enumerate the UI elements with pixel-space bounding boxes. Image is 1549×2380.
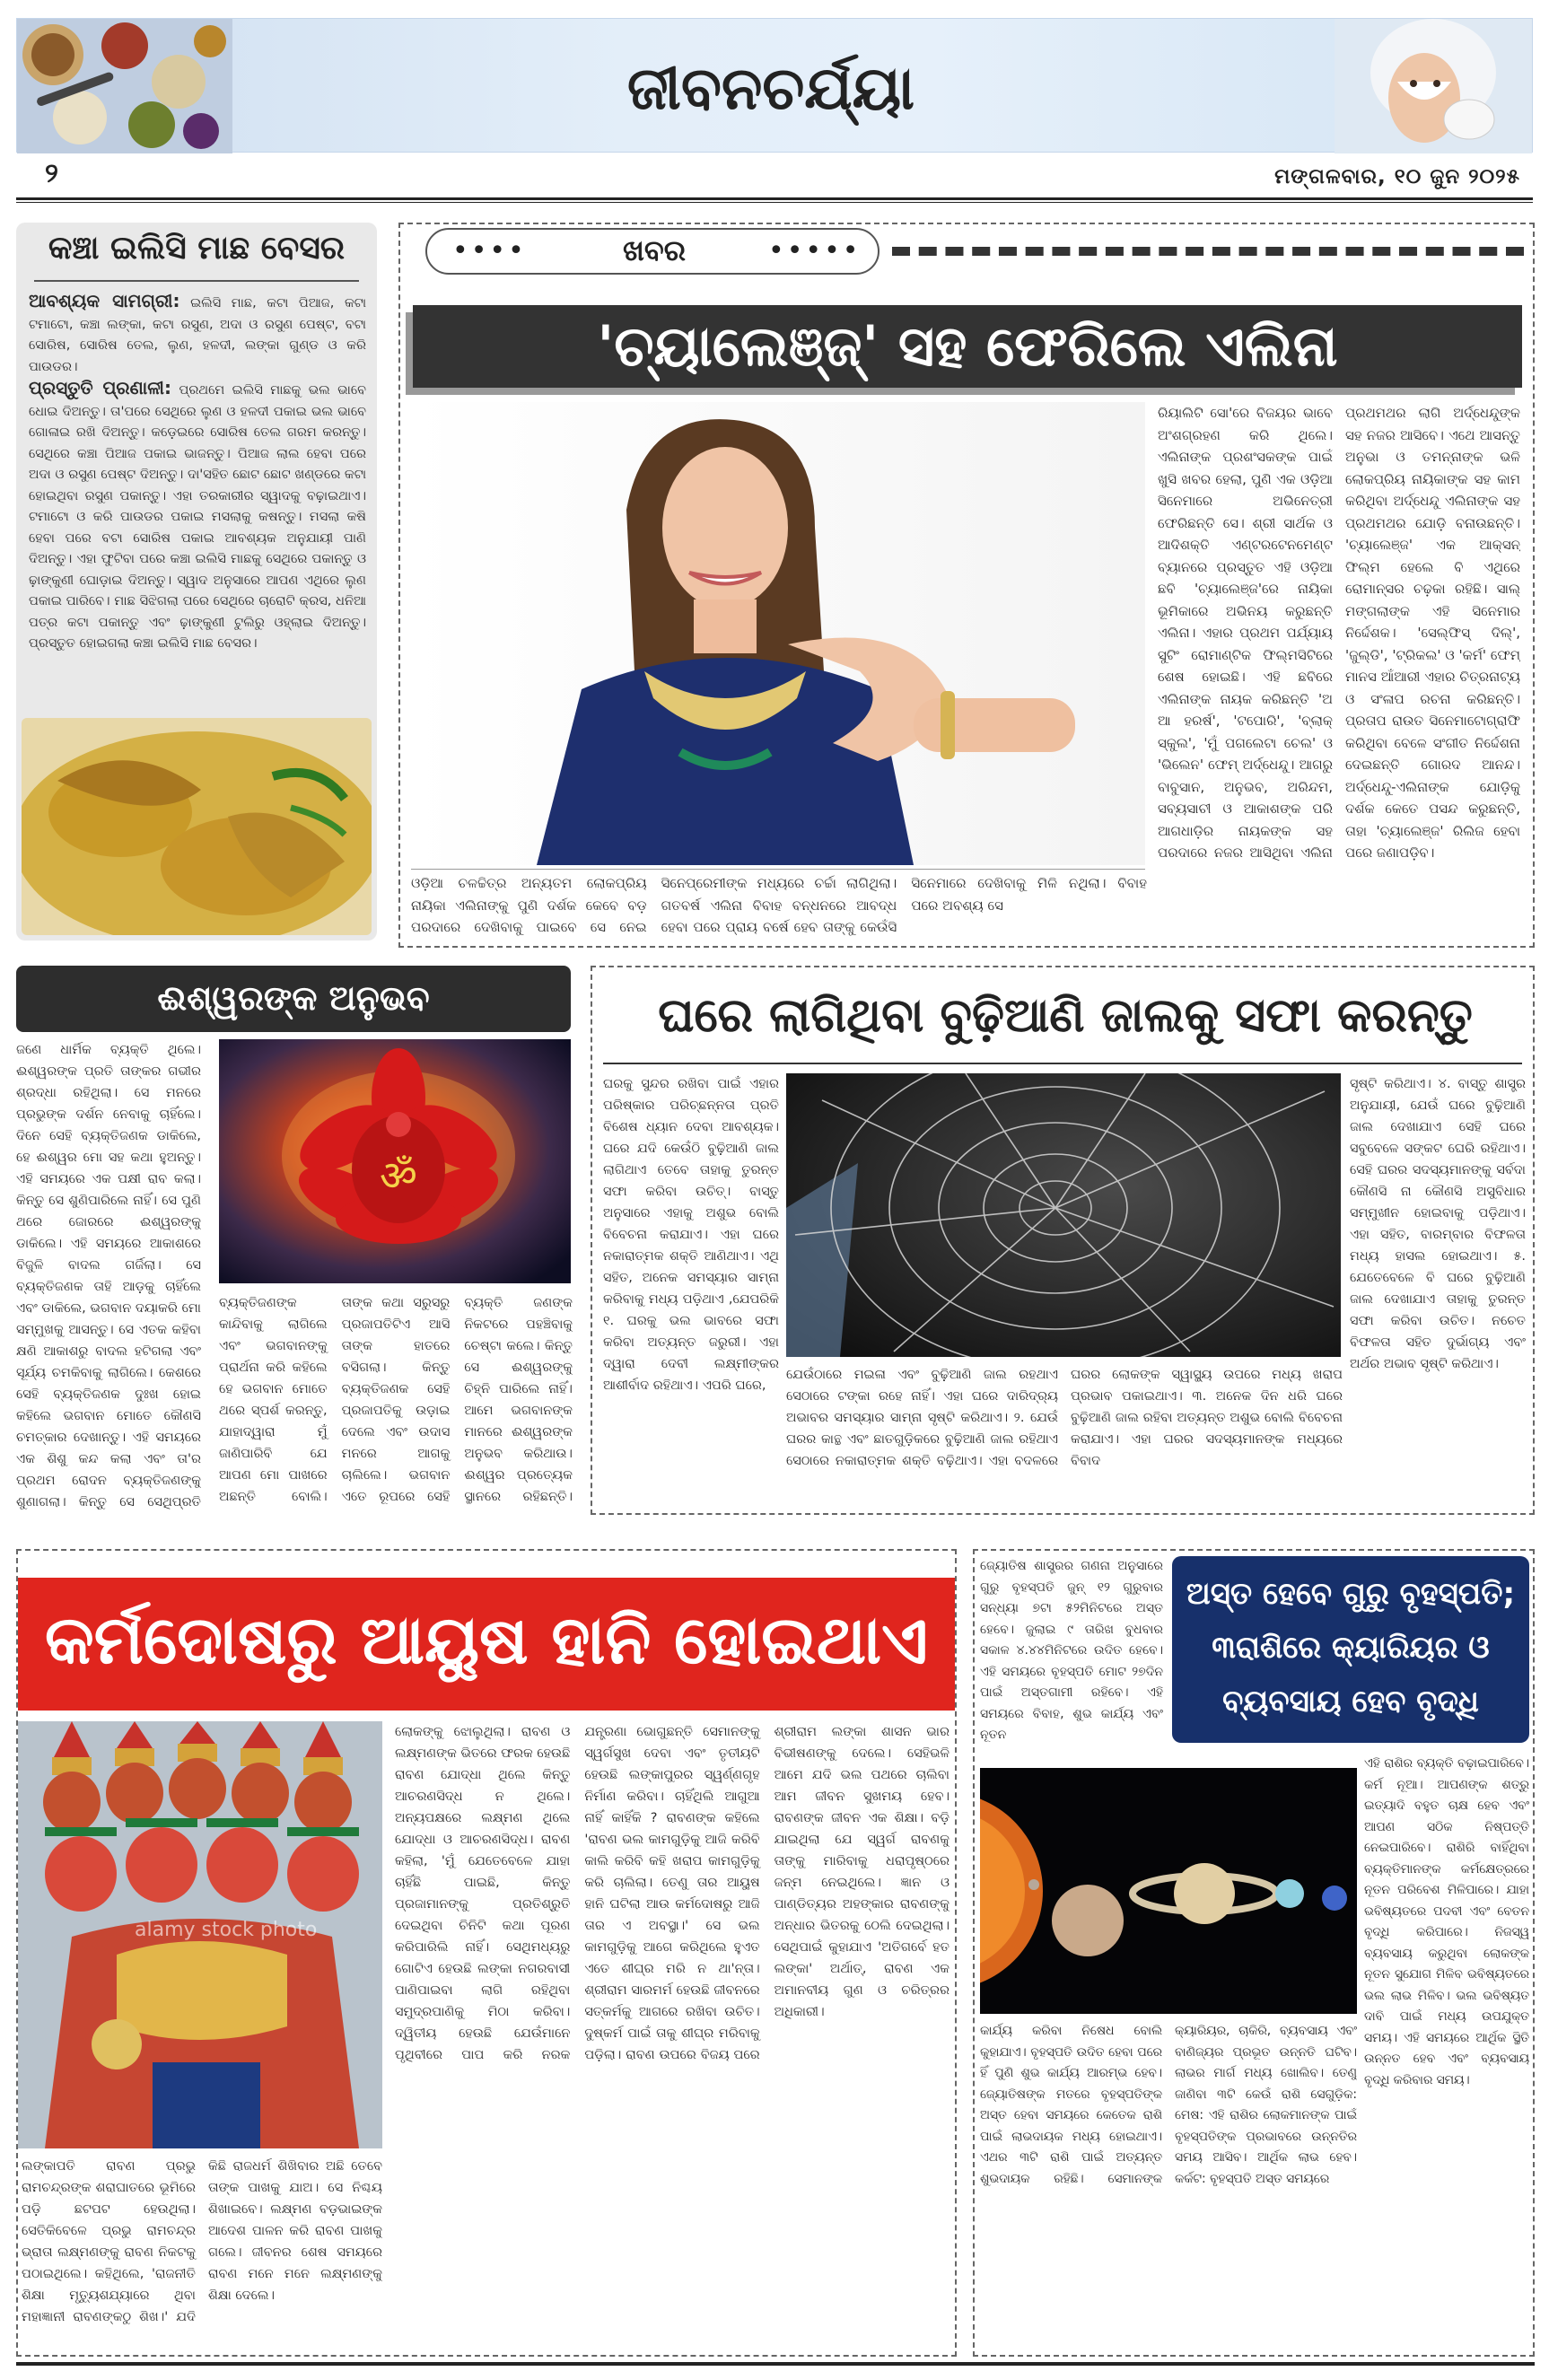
om-lotus-image xyxy=(219,1039,571,1283)
jupiter-body-top: ଜ୍ୟୋତିଷ ଶାସ୍ତ୍ରର ଗଣନା ଅନୁସାରେ ଗୁରୁ ବୃହସ୍ପତି ଜୁନ୍ ୧୨ ଗୁରୁବାର ସନ୍ଧ୍ୟା ୭ଟା ୫୨ମିନିଟରେ ଅସ୍ତ ହେବେ। ଜୁଲାଇ ୯ ତାରିଖ ବୁଧବାର ସକାଳ ୪.୪୪ମିନିଟରେ ଉଦିତ ହେବେ। ଏହି ସମୟରେ ବୃହସ୍ପତି ମୋଟ ୨୭ଦିନ ପାଇଁ ଅସ୍ତଗାମୀ ରହିବେ। ଏହି ସମୟରେ ବିବାହ, ଶୁଭ କାର୍ଯ୍ୟ ଏବଂ ନୂତନ xyxy=(980,1559,1163,1742)
masthead-title: ଜୀବନଚର୍ଯ୍ୟା xyxy=(626,54,915,123)
elina-body-side: ରିୟାଲିଟି ସୋ'ରେ ବିଜୟର ଭାବେ ଅଂଶଗ୍ରହଣ କରି ଥିଲେ। ଏଲିନାଙ୍କ ପ୍ରଶଂସକଙ୍କ ପାଇଁ ଖୁସି ଖବର ହେଲା, ପୁଣି ଏକ ଓଡ଼ିଆ ସିନେମାରେ ଅଭିନେତ୍ରୀ ଫେରିଛନ୍ତି ସେ। ଶ୍ରୀ ସାର୍ଥକ ଓ ଆଦିଶକ୍ତି ଏଣ୍ଟରଟେନମେଣ୍ଟ ବ୍ୟାନରେ ପ୍ରସ୍ତୁତ ଏହି ଓଡ଼ିଆ ଛବି 'ଚ୍ୟାଲେଞ୍ଜ'ରେ ନାୟିକା ଭୂମିକାରେ ଅଭିନୟ କରୁଛନ୍ତି ଏଲିନା। ଏହାର ପ୍ରଥମ ପର୍ଯ୍ୟାୟ ସୁଟିଂ ରୋମାଣ୍ଟିକ ଫିଲ୍ମସିଟିରେ ଶେଷ ହୋଇଛି। ଏହି ଛବିରେ ଏଲିନାଙ୍କ ନାୟକ କରିଛନ୍ତି 'ଅ ଆ ହରର୍ଷ', 'ଟପୋରି', 'ବ୍ଲାକ୍ ସ୍କୁଲ', 'ମୁଁ ପଗଲେଟା ଚେଲ' ଓ 'ଭିଲେନ' ଫେମ୍ ଅର୍ଦ୍ଧେନ୍ଦୁ। ଆଗରୁ ବାବୁସାନ, ଅନୁଭବ, ଅରିନ୍ଦମ, ସବ୍ୟସାଚୀ ଓ ଆକାଶଙ୍କ ପରି ଆଗଧାଡ଼ିର ନାୟକଙ୍କ ସହ ପରଦାରେ ନଜର ଆସିଥିବା ଏଲିନା ପ୍ରଥମଥର ଲାଗି ଅର୍ଦ୍ଧେନ୍ଦୁଙ୍କ ସହ ନଜର ଆସିବେ। ଏଥେ ଆସନ୍ତୁ ଅନୁଭା ଓ ତମନ୍ନାଙ୍କ ଭଳି ଲୋକପ୍ରିୟ ନାୟିକାଙ୍କ ସହ କାମ କରିଥିବା ଅର୍ଦ୍ଧେନ୍ଦୁ ଏଲିନାଙ୍କ ସହ ପ୍ରଥମଥର ଯୋଡ଼ି ବନାଉଛନ୍ତି। 'ଚ୍ୟାଲେଞ୍ଜ' ଏକ ଆକ୍ସନ୍ ଫିଲ୍ମ ହେଲେ ବି ଏଥିରେ ରୋମାନ୍ସର ଚଢ଼କା ରହିଛି। ସାଲ୍ ମଙ୍ଗଲାଙ୍କ ଏହି ସିନେମାର ନିର୍ଦ୍ଦେଶକ। 'ସେଲ୍ଫିସ୍ ଦିଲ୍', 'ଜୁଲ୍ଡି', 'ଟ୍ରିକଲ' ଓ 'କର୍ମ' ଫେମ୍ ମାନସ ଆଁଆରୀ ଏହାର ଚିତ୍ରନାଟ୍ୟ ଓ ସଂଳାପ ରଚନା କରିଛନ୍ତି। ପ୍ରତାପ ରାଉତ ସିନେମାଟୋଗ୍ରାଫି କରିଥିବା ବେଳେ ସଂଗୀତ ନିର୍ଦ୍ଦେଶନା ଦେଇଛନ୍ତି ଗୋରଦ ଆନନ୍ଦ। ଅର୍ଦ୍ଧେନ୍ଦୁ-ଏଲିନାଙ୍କ ଯୋଡ଼ିକୁ ଦର୍ଶକ କେତେ ପସନ୍ଦ କରୁଛନ୍ତି, ତାହା 'ଚ୍ୟାଲେଞ୍ଜ' ରିଲିଜ ହେବା ପରେ ଜଣାପଡ଼ିବ। xyxy=(1158,405,1520,861)
jupiter-title-line1: ଅସ୍ତ ହେବେ ଗୁରୁ ବୃହସ୍ପତି; xyxy=(1186,1576,1516,1612)
cobweb-body-right: ସୃଷ୍ଟି କରିଥାଏ। ୪. ବାସ୍ତୁ ଶାସ୍ତ୍ର ଅନୁଯାୟୀ, ଯେଉଁ ଘରେ ବୁଢ଼ିଆଣି ଜାଲ ଦେଖାଯାଏ ସେହି ଘରେ ସବୁବେଳେ ସଙ୍କଟ ଘେରି ରହିଥାଏ। ସେହି ଘରର ସଦସ୍ୟମାନଙ୍କୁ ସର୍ବଦା କୌଣସି ନା କୌଣସି ଅସୁବିଧାର ସମ୍ମୁଖୀନ ହୋଇବାକୁ ପଡ଼ିଥାଏ। ଏହା ସହିତ, ବାରମ୍ବାର ବିଫଳତା ମଧ୍ୟ ହାସଲ ହୋଇଥାଏ। ୫. ଯେତେବେଳେ ବି ଘରେ ବୁଢ଼ିଆଣି ଜାଲ ଦେଖାଯାଏ ତାହାକୁ ତୁରନ୍ତ ସଫା କରିବା ଉଚିତ। ନଚେତ ବିଫଳତା ସହିତ ଦୁର୍ଭାଗ୍ୟ ଏବଂ ଅର୍ଥର ଅଭାବ ସୃଷ୍ଟି କରିଥାଏ। xyxy=(1350,1077,1526,1371)
jupiter-title-line3: ବ୍ୟବସାୟ ହେବ ବୃଦ୍ଧି xyxy=(1222,1684,1479,1719)
method-text: ପ୍ରଥମେ ଇଲିସି ମାଛକୁ ଭଲ ଭାବେ ଧୋଇ ଦିଅନ୍ତୁ। ତା'ପରେ ସେଥିରେ ଲୁଣ ଓ ହଳଦୀ ପକାଇ ଭଲ ଭାବେ ଗୋଳାଇ ରଖି ଦିଅନ୍ତୁ। କଡ଼େଇରେ ସୋରିଷ ତେଲ ଗରମ କରନ୍ତୁ। ସେଥିରେ କଞ୍ଚା ପିଆଜ ପକାଇ ଭାଜନ୍ତୁ। ପିଆଜ ଲାଲ ହେବା ପରେ ଅଦା ଓ ରସୁଣ ପେଷ୍ଟ ଦିଅନ୍ତୁ। ଦା'ସହିତ ଛୋଟ ଛୋଟ ଖଣ୍ଡରେ କଟା ହୋଇଥିବା ରସୁଣ ପକାନ୍ତୁ। ଏହା ତରକାରୀର ସ୍ୱାଦକୁ ବଢ଼ାଇଥାଏ। ଟମାଟୋ ଓ କରି ପାଉଡର ପକାଇ ମସଲାକୁ କଷନ୍ତୁ। ମସଲା କଷି ହେବା ପରେ ବଟା ସୋରିଷ ପକାଇ ଆବଶ୍ୟକ ଅନୁଯାୟୀ ପାଣି ଦିଅନ୍ତୁ। ଏହା ଫୁଟିବା ପରେ କଞ୍ଚା ଇଲିସି ମାଛକୁ ସେଥିରେ ପକାନ୍ତୁ ଓ ଢ଼ାଙ୍କୁଣୀ ଘୋଡ଼ାଇ ଦିଅନ୍ତୁ। ସ୍ୱାଦ ଅନୁସାରେ ଆପଣ ଏଥିରେ ଲୁଣ ପକାଇ ପାରିବେ। ମାଛ ସିଝିଗଲା ପରେ ସେଥିରେ ଚାରୋଟି କ୍ରସ, ଧନିଆ ପତ୍ର କଟା ପକାନ୍ତୁ ଏବଂ ଢ଼ାଙ୍କୁଣୀ ଟୁଲିରୁ ଓହ୍ଲାଇ ଦିଅନ୍ତୁ। ପ୍ରସ୍ତୁତ ହୋଇଗଲା କଞ୍ଚା ଇଲିସି ମାଛ ବେସର। xyxy=(29,383,366,651)
masthead-rule xyxy=(16,197,1533,203)
karma-title-bar xyxy=(18,1578,955,1711)
karma-body-bottom: ଲଙ୍କାପତି ରାବଣ ପ୍ରଭୁ ରାମଚନ୍ଦ୍ରଙ୍କ ଶରାଘାତରେ ଭୂମିରେ ପଡ଼ି ଛଟପଟ ହେଉଥିଲା। ସେତିକିବେଳେ ପ୍ରଭୁ ରାମଚନ୍ଦ୍ର ଭ୍ରାତା ଲକ୍ଷ୍ମଣଙ୍କୁ ରାବଣ ନିକଟକୁ ପଠାଇଥିଲେ। କହିଥିଲେ, 'ରାଜନୀତି ଶିକ୍ଷା ମୃତ୍ୟୁଶଯ୍ୟାରେ ଥିବା ମହାଜ୍ଞାନୀ ରାବଣଙ୍କଠୁ ଶିଖ।' ଯଦି କିଛି ରାଜଧର୍ମ ଶିଖିବାର ଅଛି ତେବେ ତାଙ୍କ ପାଖକୁ ଯାଅ। ସେ ନିଶ୍ଚୟ ଶିଖାଇବେ। ଲକ୍ଷ୍ମଣ ବଡ଼ଭାଇଙ୍କ ଆଦେଶ ପାଳନ କରି ରାବଣ ପାଖକୁ ଗଲେ। ଜୀବନର ଶେଷ ସମୟରେ ରାବଣ ମନେ ମନେ ଲକ୍ଷ୍ମଣଙ୍କୁ ଶିକ୍ଷା ଦେଲେ। xyxy=(22,2159,382,2324)
recipe-panel xyxy=(16,223,377,941)
jupiter-body-right: ଏହି ରାଶିର ବ୍ୟକ୍ତି ବଢ଼ାଇପାରିବେ। କର୍ମ ନୂଆ। ଆପଣଙ୍କ ଶତ୍ରୁ ଇତ୍ୟାଦି ବହୁତ ଚାକ୍ଷ ହେବ ଏବଂ ଆପଣ ସଠିକ ନିଷ୍ପତ୍ତି ନେଇପାରିବେ। ରାଶିରି ବାହିଁଥିବା ବ୍ୟକ୍ତିମାନଙ୍କ କର୍ମକ୍ଷେତ୍ରରେ ନୂତନ ପରିବେଶ ମିଳିପାରେ। ଯାହା ଭବିଷ୍ୟତରେ ପଦବୀ ଏବଂ ବେତନ ବୃଦ୍ଧି କରିପାରେ। ନିଜସ୍ୱ ବ୍ୟବସାୟ କରୁଥିବା ଲୋକଙ୍କ ନୂତନ ସୁଯୋଗ ମିଳିବ ଭବିଷ୍ୟତରେ ଭଲ ଲାଭ ମିଳିବ। ଭଲ ଭବିଷ୍ୟତ ଦାବି ପାଇଁ ମଧ୍ୟ ଉପଯୁକ୍ତ ସମୟ। ଏହି ସମୟରେ ଆର୍ଥିକ ସ୍ଥିତି ଉନ୍ନତ ହେବ ଏବଂ ବ୍ୟବସାୟ ବୃଦ୍ଧି କରିବାର ସମୟ। xyxy=(1364,1756,1529,2087)
watermark: alamy stock photo xyxy=(135,1919,318,1941)
spiritual-title: ଈଶ୍ୱରଙ୍କ ଅନୁଭବ xyxy=(157,978,430,1018)
cobweb-body-left: ଘରକୁ ସୁନ୍ଦର ରଖିବା ପାଇଁ ଏହାର ପରିଷ୍କାର ପରିଚ୍ଛନ୍ନତା ପ୍ରତି ବିଶେଷ ଧ୍ୟାନ ଦେବା ଆବଶ୍ୟକ। ଘରେ ଯଦି କେଉଁଠି ବୁଢ଼ିଆଣି ଜାଲ ଲାଗିଥାଏ ତେବେ ତାହାକୁ ତୁରନ୍ତ ସଫା କରିବା ଉଚିତ୍। ବାସ୍ତୁ ଅନୁସାରେ ଏହାକୁ ଅଶୁଭ ବୋଲି ବିବେଚନା କରାଯାଏ। ଏହା ଘରେ ନକାରାତ୍ମକ ଶକ୍ତି ଆଣିଥାଏ। ଏଥି ସହିତ, ଅନେକ ସମସ୍ୟାର ସାମ୍ନା କରିବାକୁ ମଧ୍ୟ ପଡ଼ିଥାଏ ,ଯେପରିକି ୧. ଘରକୁ ଭଲ ଭାବରେ ସଫା କରିବା ଅତ୍ୟନ୍ତ ଜରୁରୀ। ଏହା ଦ୍ୱାରା ଦେବୀ ଲକ୍ଷ୍ମୀଙ୍କର ଆଶୀର୍ବାଦ ରହିଥାଏ। ଏପରି ଘରେ, xyxy=(603,1077,779,1393)
fish-curry-photo xyxy=(22,718,372,935)
jupiter-title-line2: ୩ରାଶିରେ କ୍ୟାରିୟର ଓ xyxy=(1212,1630,1490,1666)
ingredients-text: ଇଲିସି ମାଛ, କଟା ପିଆଜ, କଟା ଟମାଟୋ, କଞ୍ଚା ଲଙ୍କା, କଟା ରସୁଣ, ଅଦା ଓ ରସୁଣ ପେଷ୍ଟ, ବଟା ସୋରିଷ, ସୋରିଷ ତେଲ, ଲୁଣ, ହଳଦୀ, ଲଙ୍କା ଗୁଣ୍ଡ ଓ କରି ପାଉଡର। xyxy=(29,296,366,374)
planets-photo xyxy=(980,1768,1357,2014)
ingredients-label: ଆବଶ୍ୟକ ସାମଗ୍ରୀ: xyxy=(29,291,180,311)
karma-body-right: ଲୋକଙ୍କୁ ଝୋଲୁଥିଲା। ରାବଣ ଓ ଲକ୍ଷ୍ମଣଙ୍କ ଭିତରେ ଫରକ ହେଉଛି ରାବଣ ଯୋଦ୍ଧା ଥିଲେ କିନ୍ତୁ ଆଚରଣସିଦ୍ଧ ନ ଥିଲେ। ଅନ୍ୟପକ୍ଷରେ ଲକ୍ଷ୍ମଣ ଥିଲେ ଯୋଦ୍ଧା ଓ ଆଚରଣସିଦ୍ଧ। ରାବଣ କହିଲା, 'ମୁଁ ଯେତେବେଳେ ଯାହା ଚାହିଁଛି ପାଇଛି, କିନ୍ତୁ ପ୍ରଜାମାନଙ୍କୁ ପ୍ରତିଶ୍ରୁତି ଦେଇଥିବା ଚିନିଟି କଥା ପୂରଣ କରିପାରିଲି ନାହିଁ। ସେଥିମଧ୍ୟରୁ ଗୋଟିଏ ହେଉଛି ଲଙ୍କା ନଗରବାସୀ ପାଣିପାଇବା ଲାଗି ରହିଥିବା ସମୁଦ୍ରପାଣିକୁ ମିଠା କରିବା। ଦ୍ୱିତୀୟ ହେଉଛି ଯେଉଁମାନେ ପୃଥିବୀରେ ପାପ କରି ନରକ ଯନ୍ତ୍ରଣା ଭୋଗୁଛନ୍ତି ସେମାନଙ୍କୁ ସ୍ୱର୍ଗସୁଖ ଦେବା ଏବଂ ତୃତୀୟଟି ହେଉଛି ଲଙ୍କାପୁରର ସ୍ୱର୍ଣ୍ଣଗୃହ ନିର୍ମାଣ କରିବା। ଚାହିଁଥିଲି ଆଗୁଆ ନାହିଁ କାହିଁକି ? ରାବଣଙ୍କ କହିଲେ 'ରାବଣ ଭଲ କାମଗୁଡ଼ିକୁ ଆଜି କରିବି କାଲି କରିବି କହି ଖରାପ କାମଗୁଡ଼ିକୁ କରି ଚାଲିଲା। ତେଣୁ ତାର ଆୟୁଷ ହାନି ଘଟିଲା ଆଉ କର୍ମଦୋଷରୁ ଆଜି ତାର ଏ ଅବସ୍ଥା।' ସେ ଭଲ କାମଗୁଡ଼ିକୁ ଆଗେ କରିଥିଲେ ହୁଏତ ଏତେ ଶୀଘ୍ର ମରି ନ ଥା'ନ୍ତା। ଶ୍ରୀରାମ ସାରମର୍ମ ହେଉଛି ଜୀବନରେ ସତ୍‌କର୍ମକୁ ଆଗରେ ରଖିବା ଉଚିତ। ଦୁଷ୍କର୍ମ ପାଇଁ ତାକୁ ଶୀଘ୍ର ମରିବାକୁ ପଡ଼ିଲା। ରାବଣ ଉପରେ ବିଜୟ ପରେ ଶ୍ରୀରାମ ଲଙ୍କା ଶାସନ ଭାର ବିଭୀଷଣଙ୍କୁ ଦେଲେ। ସେହିଭଳି ଆମେ ଯଦି ଭଲ ପଥରେ ଚାଲିବା ଆମ ଜୀବନ ସୁଖମୟ ହେବ। ରାବଣଙ୍କ ଜୀବନ ଏକ ଶିକ୍ଷା। ବଡ଼ି ଯାଇଥିଲା ଯେ ସ୍ୱର୍ଗ ରାବଣକୁ ତାଙ୍କୁ ମାରିବାକୁ ଧରାପୃଷ୍ଠରେ ଜନ୍ମ ନେଇଥିଲେ। ଜ୍ଞାନ ଓ ପାଣ୍ଡିତ୍ୟର ଅହଙ୍କାର ରାବଣଙ୍କୁ ଅନ୍ଧାର ଭିତରକୁ ଠେଲି ଦେଇଥିଲା। ସେଥିପାଇଁ କୁହାଯାଏ 'ଅତିଗର୍ବେ ହତ ଲଙ୍କା' ଅର୍ଥାତ୍, ରାବଣ ଏକ ଅମାନବୀୟ ଗୁଣ ଓ ଚରିତ୍ରର ଅଧିକାରୀ। xyxy=(395,1725,950,2062)
masthead xyxy=(16,18,1533,153)
spiritual-body-top: ଜଣେ ଧାର୍ମିକ ବ୍ୟକ୍ତି ଥିଲେ। ଈଶ୍ୱରଙ୍କ ପ୍ରତି ତାଙ୍କର ଗଭୀର ଶ୍ରଦ୍ଧା ରହିଥିଲା। ସେ ମନରେ ପ୍ରଭୁଙ୍କ ଦର୍ଶନ ନେବାକୁ ଚାହିଁଲେ। ଦିନେ ସେହି ବ୍ୟକ୍ତିଜଣକ ଡାକିଲେ, ହେ ଈଶ୍ୱର ମୋ ସହ କଥା ହୁଅନ୍ତୁ। ଏହି ସମୟରେ ଏକ ପକ୍ଷୀ ରାବ କଲା। କିନ୍ତୁ ସେ ଶୁଣିପାରିଲେ ନାହିଁ। ସେ ପୁଣି ଥରେ ଜୋରରେ ଈଶ୍ୱରଙ୍କୁ ଡାକିଲେ। ଏହି ସମୟରେ ଆକାଶରେ ବିଜୁଳି ବାଦଲ ଗର୍ଜିଲା। ସେ ବ୍ୟକ୍ତିଜଣକ ତାହି ଆଡ଼କୁ ଚାହିଁଲେ ଏବଂ ଡାକିଲେ, ଭଗବାନ ଦୟାକରି ମୋ ସମ୍ମୁଖକୁ ଆସନ୍ତୁ। ସେ ଏତକ କହିବା କ୍ଷଣି ଆକାଶରୁ ବାଦଲ ହଟିଗଲା ଏବଂ ସୂର୍ଯ୍ୟ ଚମକିବାକୁ ଲାଗିଲେ। କେଶରେ ସେହି ବ୍ୟକ୍ତିଜଣକ ଦୁଃଖ ହୋଇ କହିଲେ ଭଗବାନ ମୋତେ କୌଣସି ଚମତ୍କାର ଦେଖାନ୍ତୁ। ଏହି ସମୟରେ ଏକ ଶିଶୁ କନ୍ଦ କଲା ଏବଂ ତା'ର ପ୍ରଥମ ରୋଦନ ବ୍ୟକ୍ତିଜଣଙ୍କୁ ଶୁଣାଗଲା। କିନ୍ତୁ ସେ ସେଥିପ୍ରତି xyxy=(16,1043,201,1509)
recipe-body xyxy=(29,291,366,713)
elina-photo xyxy=(411,402,1145,865)
karma-title: କର୍ମଦୋଷରୁ ଆୟୁଷ ହାନି ହୋଇଥାଏ xyxy=(44,1602,929,1679)
ravana-photo xyxy=(18,1721,382,2148)
cobweb-title: ଘରେ ଲାଗିଥିବା ବୁଢ଼ିଆଣି ଜାଲକୁ ସଫା କରନ୍ତୁ xyxy=(658,989,1473,1043)
method-label: ପ୍ରସ୍ତୁତି ପ୍ରଣାଳୀ: xyxy=(29,377,172,398)
jupiter-body-bottom: କାର୍ଯ୍ୟ କରିବା ନିଷେଧ ବୋଲି କୁହାଯାଏ। ବୃହସ୍ପତି ଉଦିତ ହେବା ପରେ ହିଁ ପୁଣି ଶୁଭ କାର୍ଯ୍ୟ ଆରମ୍ଭ ହେବ। ଜ୍ୟୋତିଷଙ୍କ ମତରେ ବୃହସ୍ପତିଙ୍କ ଅସ୍ତ ହେବା ସମୟରେ କେତେକ ରାଶି ପାଇଁ ଲାଭଦାୟକ ମଧ୍ୟ ହୋଇଥାଏ। ଏଥର ୩ଟି ରାଶି ପାଇଁ ଅତ୍ୟନ୍ତ ଶୁଭଦାୟକ ରହିଛି। ସେମାନଙ୍କ କ୍ୟାରିୟର, ଚାକିରି, ବ୍ୟବସାୟ ଏବଂ ବାଣିଜ୍ୟର ପ୍ରଭୂତ ଉନ୍ନତି ଘଟିବ। ଲାଭର ମାର୍ଗ ମଧ୍ୟ ଖୋଲିବ। ତେଣୁ ଜାଣିବା ୩ଟି କେଉଁ ରାଶି ସେଗୁଡ଼ିକ: ମେଷ: ଏହି ରାଶିର ଲୋକମାନଙ୍କ ପାଇଁ ବୃହସ୍ପତିଙ୍କ ପ୍ରଭାବରେ ଉନ୍ନତିର ସମୟ ଆସିବ। ଆର୍ଥିକ ଲାଭ ହେବ। କର୍କଟ: ବୃହସ୍ପତି ଅସ୍ତ ସମୟରେ xyxy=(980,2024,1357,2186)
bottom-rule xyxy=(16,2362,1535,2366)
jupiter-title-box xyxy=(1172,1556,1529,1743)
cobweb-photo xyxy=(786,1073,1341,1357)
elina-body-bottom: ଓଡ଼ିଆ ଚଳଚ୍ଚିତ୍ର ଅନ୍ୟତମ ଲୋକପ୍ରିୟ ନାୟିକା ଏଲିନାଙ୍କୁ ପୁଣି ଦର୍ଶକ କେବେ ବଡ଼ ପରଦାରେ ଦେଖିବାକୁ ପାଇବେ ସେ ନେଇ ସିନେପ୍ରେମୀଙ୍କ ମଧ୍ୟରେ ଚର୍ଚ୍ଚା ଲାଗିଥିଲା। ଗତବର୍ଷ ଏଲିନା ବିବାହ ବନ୍ଧନରେ ଆବଦ୍ଧ ହେବା ପରେ ପ୍ରାୟ ବର୍ଷେ ହେବ ତାଙ୍କୁ କେଉଁସି ସିନେମାରେ ଦେଖିବାକୁ ମିଳି ନଥିଲା। ବିବାହ ପରେ ଅବଶ୍ୟ ସେ xyxy=(411,875,1147,935)
spiritual-title-bar xyxy=(16,966,571,1032)
date-line: ମଙ୍ଗଳବାର, ୧୦ ଜୁନ ୨୦୨୫ xyxy=(1274,165,1520,188)
khabar-dash-rule xyxy=(892,247,1524,256)
page-number: ୨ xyxy=(45,158,58,189)
spices-photo xyxy=(17,19,232,153)
khabar-label-box: •••• ଖବର ••••• xyxy=(425,228,880,275)
khabar-label: ଖବର xyxy=(622,233,687,267)
elina-headline-bar xyxy=(413,305,1522,388)
woman-skincare-photo xyxy=(1335,19,1532,153)
recipe-title: କଞ୍ଚା ଇଲିସି ମାଛ ବେସର xyxy=(48,230,346,267)
cobweb-body-mid: ଯେଉଁଠାରେ ମଇଳା ଏବଂ ବୁଢ଼ିଆଣି ଜାଲ ରହଥାଏ ସେଠାରେ ଟଙ୍କା ରହେ ନାହିଁ। ଏହା ଘରେ ଦାରିଦ୍ର୍ୟ ଅଭାବର ସମସ୍ୟାର ସାମ୍ନା ସୃଷ୍ଟି କରିଥାଏ। ୨. ଯେଉଁ ଘରର କାନ୍ଥ ଏବଂ ଛାତଗୁଡ଼ିକରେ ବୁଢ଼ିଆଣି ଜାଲ ରହିଥାଏ ସେଠାରେ ନକାରାତ୍ମକ ଶକ୍ତି ବଢ଼ିଥାଏ। ଏହା ବଦଳରେ ଘରର ଲୋକଙ୍କ ସ୍ୱାସ୍ଥ୍ୟ ଉପରେ ମଧ୍ୟ ଖରାପ ପ୍ରଭାବ ପକାଇଥାଏ। ୩. ଅନେକ ଦିନ ଧରି ଘରେ ବୁଢ଼ିଆଣି ଜାଲ ରହିବା ଅତ୍ୟନ୍ତ ଅଶୁଭ ବୋଲି ବିବେଚନା କରାଯାଏ। ଏହା ଘରର ସଦସ୍ୟମାନଙ୍କ ମଧ୍ୟରେ ବିବାଦ xyxy=(786,1368,1343,1468)
svg-text:ॐ: ॐ xyxy=(380,1151,417,1200)
elina-headline: 'ଚ୍ୟାଲେଞ୍ଜ୍' ସହ ଫେରିଲେ ଏଲିନା xyxy=(597,313,1338,379)
spiritual-body-bottom: ବ୍ୟକ୍ତିଜଣଙ୍କ କାନ୍ଦିବାକୁ ଲାଗିଲେ ଏବଂ ଭଗବାନଙ୍କୁ ପ୍ରାର୍ଥନା କରି କହିଲେ ହେ ଭଗବାନ ମୋତେ ଥରେ ସ୍ପର୍ଶ କରନ୍ତୁ, ଯାହାଦ୍ୱାରା ମୁଁ ଜାଣିପାରିବି ଯେ ଆପଣ ମୋ ପାଖରେ ଅଛନ୍ତି ବୋଲି। ତାଙ୍କ କଥା ସରୁସରୁ ପ୍ରଜାପତିଟିଏ ଆସି ତାଙ୍କ ହାତରେ ବସିଗଲା। କିନ୍ତୁ ବ୍ୟକ୍ତିଜଣକ ସେହି ପ୍ରଜାପତିକୁ ଉଡ଼ାଇ ଦେଲେ ଏବଂ ଉଦାସ ମନରେ ଆଗକୁ ଚାଲିଲେ। ଭଗବାନ ଏତେ ରୂପରେ ସେହି ବ୍ୟକ୍ତି ଜଣଙ୍କ ନିକଟରେ ପହଞ୍ଚିବାକୁ ଚେଷ୍ଟା କଲେ। କିନ୍ତୁ ସେ ଈଶ୍ୱରଙ୍କୁ ଚିହ୍ନି ପାରିଲେ ନାହିଁ। ଆମେ ଭଗବାନଙ୍କ ମାନରେ ଈଶ୍ୱରଙ୍କ ଅନୁଭବ କରିଥାଉ। ଈଶ୍ୱର ପ୍ରତ୍ୟେକ ସ୍ଥାନରେ ରହିଛନ୍ତି। xyxy=(219,1296,573,1504)
